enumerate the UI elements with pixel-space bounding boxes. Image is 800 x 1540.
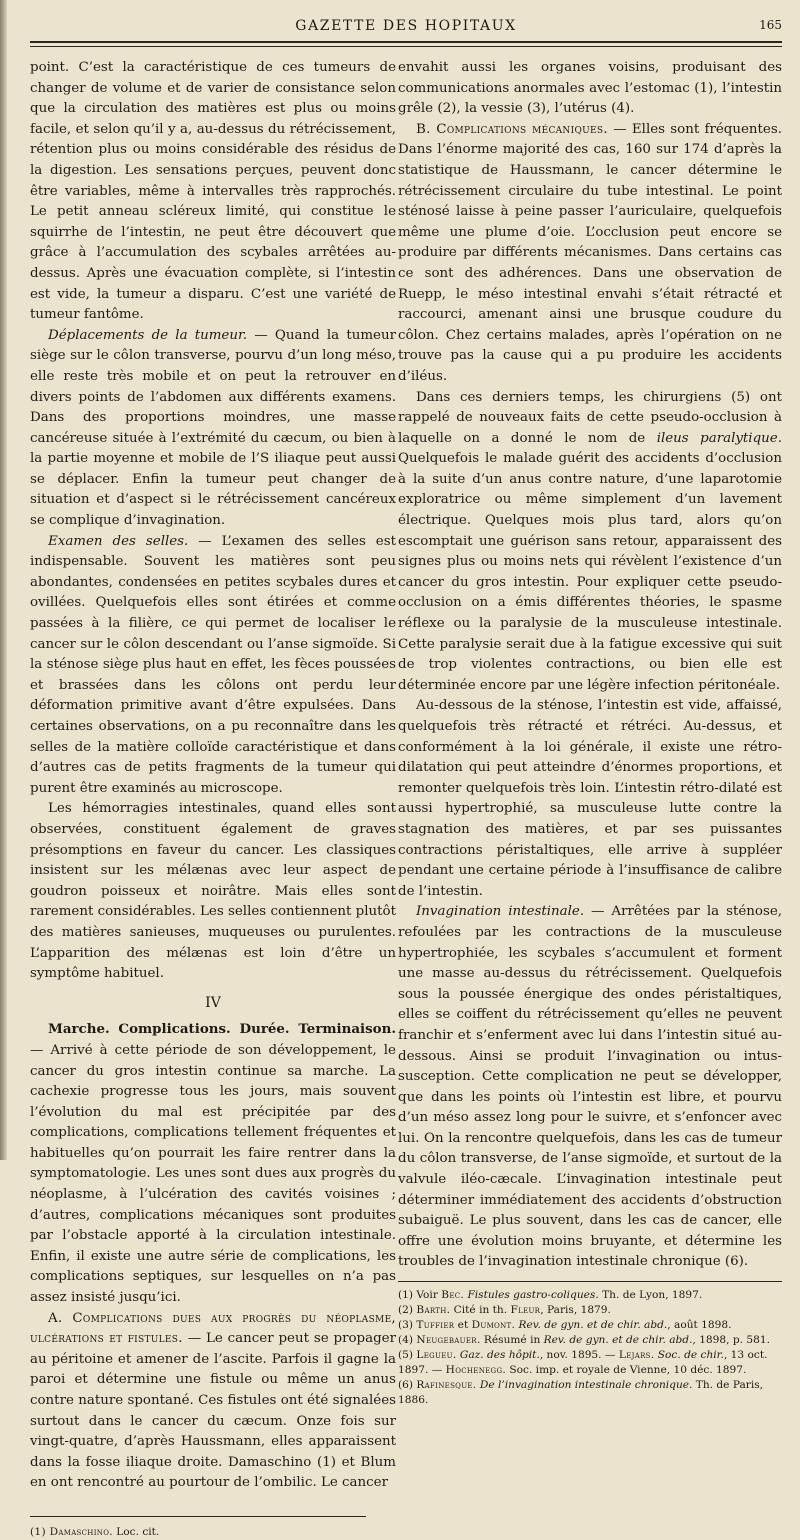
journal-title: GAZETTE DES HOPITAUX (295, 18, 517, 34)
header-rule-thick (30, 41, 782, 43)
right-column (398, 58, 782, 1408)
paragraph: Les hémorragies intestinales, quand elles sont observées, constituent également de graves présomptions en faveur du cancer. Les classiques insistent sur les mélænas avec leur aspect de goudron poisseux et noirâtre. Mais elles sont rarement considérables. Les selles contiennent plutôt des matières sanieuses, muqueuses ou purulentes. L’apparition des mélænas est loin d’être un symptôme habituel. (30, 801, 396, 982)
paragraph: envahit aussi les organes voisins, produisant des communications anormales avec l’estomac (1), l’intestin grêle (2), la vessie (3), l’utérus (4). (398, 60, 782, 117)
page-number: 165 (759, 18, 782, 32)
section-heading: Marche. Complications. Durée. Terminaison. (48, 1021, 396, 1038)
paragraph: Marche. Complications. Durée. Terminaison. — Arrivé à cette période de son développement, le cancer du gros intestin continue sa marche. La cachexie progresse tous les jours, mais souvent l’évolution du mal est précipitée par des complications, complications tellement fréquentes et habituelles qu’on pourrait les faire rentrer dans la symptomatologie. Les unes sont dues aux progrès du néoplasme, à l’ulcération des cavités voisines ; d’autres, complications mécaniques sont produites par l’obstacle apporté à la circulation intestinale. Enfin, il existe une autre série de complications, les complications septiques, sur lesquelles on n’a pas assez insisté jusqu’ici. (30, 1021, 396, 1306)
footnotes-left (30, 1525, 396, 1540)
footnote: (3) Tuffier et Dumont. Rev. de gyn. et de chir. abd., août 1898. (398, 1319, 732, 1332)
footnote-rule (398, 1281, 782, 1282)
footnote: (4) Neugebauer. Résumé in Rev. de gyn. et de chir. abd., 1898, p. 581. (398, 1334, 770, 1347)
footnotes-right (398, 1288, 782, 1408)
paragraph: A. Complications dues aux progrès du néoplasme, ulcérations et fistules. — Le cancer peut se propager au péritoine et amener de l’ascite. Parfois il gagne la paroi et détermine une fistule ou même un anus contre nature spontané. Ces fistules ont été signalées surtout dans le cancer du cæcum. Onze fois sur vingt-quatre, d’après Haussmann, elles apparaissent dans la fosse iliaque droite. Damaschino (1) et Blum en ont rencontré au pourtour de l’ombilic. Le cancer (30, 1310, 396, 1491)
left-column (30, 58, 396, 1540)
paragraph: Dans ces derniers temps, les chirurgiens (5) ont rappelé de nouveaux faits de cette pseudo-occlusion à laquelle on a donné le nom de ileus paralytique. Quelquefois le malade guérit des accidents d’occlusion à la suite d’un anus contre nature, d’une laparotomie exploratrice ou même simplement d’un lavement électrique. Quelques mois plus tard, alors qu’on escomptait une guérison sans retour, apparaissent des signes plus ou moins nets qui révèlent l’existence d’un cancer du gros intestin. Pour expliquer cette pseudo-occlusion on a émis différentes théories, le spasme réflexe ou la paralysie de la musculeuse intestinale. Cette paralysie serait due à la fatigue excessive qui suit de trop violentes contractions, ou bien elle est déterminée encore par une légère infection péritonéale. (398, 389, 782, 693)
subsection-heading: B. Complications mécaniques. (416, 121, 608, 137)
page-binding-edge (0, 0, 7, 1160)
paragraph: Déplacements de la tumeur. — Quand la tumeur siège sur le côlon transverse, pourvu d’un long méso, elle reste très mobile et on peut la retrouver en divers points de l’abdomen aux différents examens. Dans des proportions moindres, une masse cancéreuse située à l’extrémité du cæcum, ou bien à la partie moyenne et mobile de l’S iliaque peut aussi se déplacer. Enfin la tumeur peut changer de situation et d’aspect si le rétrécissement cancéreux se complique d’invagination. (30, 327, 396, 529)
paragraph: Invagination intestinale. — Arrêtées par la sténose, refoulées par les contractions de la musculeuse hypertrophiée, les scybales s’accumulent et forment une masse au-dessus du rétrécissement. Quelquefois sous la poussée énergique des ondes péristaltiques, elles se coiffent du rétrécissement qu’elles ne peuvent franchir et s’enferment avec lui dans l’intestin situé au-dessous. Ainsi se produit l’invagination ou intus-susception. Cette complication ne peut se développer, que dans les points où l’intestin est libre, et pourvu d’un méso assez long pour le suivre, et s’enfoncer avec lui. On la rencontre quelquefois, dans les cas de tumeur du côlon transverse, de l’anse sigmoïde, et surtout de la valvule iléo-cæcale. L’invagination intestinale peut déterminer immédiatement des accidents d’obstruction subaiguë. Le plus souvent, dans les cas de cancer, elle offre une évolution moins bruyante, et détermine les troubles de l’invagination intestinale chronique (6). (398, 904, 782, 1270)
footnote: (1) Voir Bec. Fistules gastro-coliques. Th. de Lyon, 1897. (398, 1289, 703, 1302)
paragraph: Examen des selles. — L’examen des selles est indispensable. Souvent les matières sont peu abondantes, condensées en petites scybales dures et ovillées. Quelquefois elles sont étirées et comme passées à la filière, ce qui permet de localiser le cancer sur le côlon descendant ou l’anse sigmoïde. Si la sténose siège plus haut en effet, les fèces poussées et brassées dans les côlons ont perdu leur déformation primitive avant d’être expulsées. Dans certaines observations, on a pu reconnaître dans les selles de la matière colloïde caractéristique et dans d’autres cas de petits fragments de la tumeur qui purent être examinés au microscope. (30, 533, 396, 796)
header-rule-thin (30, 46, 782, 47)
footnote-rule (30, 1516, 366, 1517)
paragraph: B. Complications mécaniques. — Elles sont fréquentes. Dans l’énorme majorité des cas, 160 sur 174 d’après la statistique de Haussmann, le cancer détermine le rétrécissement circulaire du tube intestinal. Le point sténosé laisse à peine passer l’auriculaire, quelquefois même une plume d’oie. L’occlusion peut encore se produire par différents mécanismes. Dans certains cas ce sont des adhérences. Dans une observation de Ruepp, le méso intestinal envahi s’était rétracté et raccourci, amenant ainsi une brusque coudure du côlon. Chez certains malades, après l’opération on ne trouve pas la cause qui a pu produire les accidents d’iléus. (398, 121, 782, 384)
footnote: (2) Barth. Cité in th. Fleur, Paris, 1879. (398, 1304, 611, 1317)
paragraph-lead: Déplacements de la tumeur. (48, 327, 248, 343)
subsection-heading: A. Complications dues aux progrès du néoplasme, ulcérations et fistules. (30, 1310, 396, 1347)
footnote: (6) Rafinesque. De l’invagination intestinale chronique. Th. de Paris, 1886. (398, 1379, 764, 1407)
paragraph-lead: Invagination intestinale. (416, 904, 585, 920)
footnote: (5) Legueu. Gaz. des hôpit., nov. 1895. — Lejars. Soc. de chir., 13 oct. 1897. — Hochenegg. Soc. imp. et royale de Vienne, 10 déc. 1897. (398, 1349, 768, 1377)
section-number: IV (205, 994, 221, 1011)
paragraph-lead: Examen des selles. (48, 533, 189, 549)
paragraph: Au-dessous de la sténose, l’intestin est vide, affaissé, quelquefois très rétracté et rétréci. Au-dessus, et conformément à la loi générale, il existe une rétro-dilatation qui peut atteindre d’énormes proportions, et remonter quelquefois très loin. L’intestin rétro-dilaté est aussi hypertrophié, sa musculeuse lutte contre la stagnation des matières, et par ses puissantes contractions péristaltiques, elle arrive à suppléer pendant une certaine période à l’insuffisance de calibre de l’intestin. (398, 698, 782, 899)
paragraph: point. C’est la caractéristique de ces tumeurs de changer de volume et de varier de consistance selon que la circulation des matières est plus ou moins facile, et selon qu’il y a, au-dessus du rétrécissement, rétention plus ou moins considérable des résidus de la digestion. Les sensations perçues, peuvent donc être variables, même à intervalles très rapprochés. Le petit anneau scléreux limité, qui constitue le squirrhe de l’intestin, ne peut être découvert que grâce à l’accumulation des scybales arrêtées au-dessus. Après une évacuation complète, si l’intestin est vide, la tumeur a disparu. C’est une variété de tumeur fantôme. (30, 60, 396, 323)
page-header (30, 16, 782, 38)
footnote: (1) Damaschino. Loc. cit. (30, 1525, 160, 1538)
